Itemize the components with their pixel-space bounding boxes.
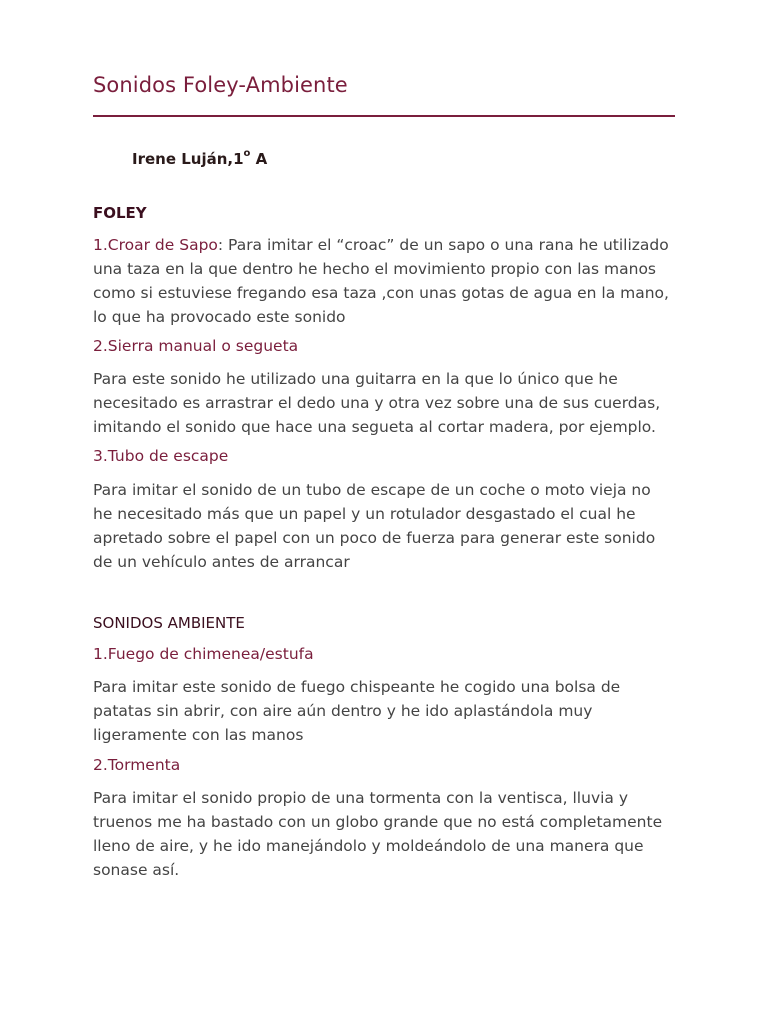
foley-item-1-first-line xyxy=(93,233,678,257)
foley-item-3-line-2: apretado sobre el papel con un poco de fuerza para generar este sonido xyxy=(93,529,656,547)
author-superscript: o xyxy=(243,148,251,159)
ambiente-item-1-line-0: Para imitar este sonido de fuego chispeante he cogido una bolsa de xyxy=(93,678,621,696)
ambiente-item-1-line-2: ligeramente con las manos xyxy=(93,726,304,744)
ambiente-item-2-line-2: lleno de aire, y he ido manejándolo y moldeándolo de una manera que xyxy=(93,837,644,855)
title-divider xyxy=(93,115,675,117)
foley-item-3-line-1: he necesitado más que un papel y un rotulador desgastado el cual he xyxy=(93,505,636,523)
foley-item-2-line-0: Para este sonido he utilizado una guitarra en la que lo único que he xyxy=(93,370,618,388)
foley-item-1-line-3: lo que ha provocado este sonido xyxy=(93,308,346,326)
ambiente-item-1-body xyxy=(93,675,678,747)
section-title-ambiente: SONIDOS AMBIENTE xyxy=(93,614,245,632)
foley-item-2-heading: 2.Sierra manual o segueta xyxy=(93,337,299,355)
foley-item-3-heading: 3.Tubo de escape xyxy=(93,447,229,465)
foley-item-2-body xyxy=(93,367,678,439)
ambiente-item-2-line-0: Para imitar el sonido propio de una tormenta con la ventisca, lluvia y xyxy=(93,789,629,807)
ambiente-item-2-body xyxy=(93,786,678,882)
foley-item-1 xyxy=(93,233,678,329)
foley-item-1-line-2: como si estuviese fregando esa taza ,con unas gotas de agua en la mano, xyxy=(93,284,669,302)
ambiente-item-2-line-1: truenos me ha bastado con un globo grande que no está completamente xyxy=(93,813,663,831)
author-group: A xyxy=(250,150,268,168)
foley-item-3-line-0: Para imitar el sonido de un tubo de escape de un coche o moto vieja no xyxy=(93,481,651,499)
foley-item-1-line-0: : Para imitar el “croac” de un sapo o una rana he utilizado xyxy=(217,236,669,254)
foley-item-1-line-1: una taza en la que dentro he hecho el movimiento propio con las manos xyxy=(93,260,657,278)
foley-item-1-heading: 1.Croar de Sapo xyxy=(93,236,218,254)
ambiente-item-2-line-3: sonase así. xyxy=(93,861,180,879)
document-title: Sonidos Foley-Ambiente xyxy=(93,73,348,97)
ambiente-item-2-heading: 2.Tormenta xyxy=(93,756,181,774)
ambiente-item-1-line-1: patatas sin abrir, con aire aún dentro y he ido aplastándola muy xyxy=(93,702,593,720)
foley-item-3-body xyxy=(93,478,678,574)
author-line xyxy=(132,150,267,168)
ambiente-item-1-heading: 1.Fuego de chimenea/estufa xyxy=(93,645,314,663)
foley-item-3-line-3: de un vehículo antes de arrancar xyxy=(93,553,350,571)
foley-item-2-line-1: necesitado es arrastrar el dedo una y otra vez sobre una de sus cuerdas, xyxy=(93,394,661,412)
author-name: Irene Luján,1 xyxy=(132,150,244,168)
section-title-foley: FOLEY xyxy=(93,204,147,222)
foley-item-2-line-2: imitando el sonido que hace una segueta al cortar madera, por ejemplo. xyxy=(93,418,656,436)
